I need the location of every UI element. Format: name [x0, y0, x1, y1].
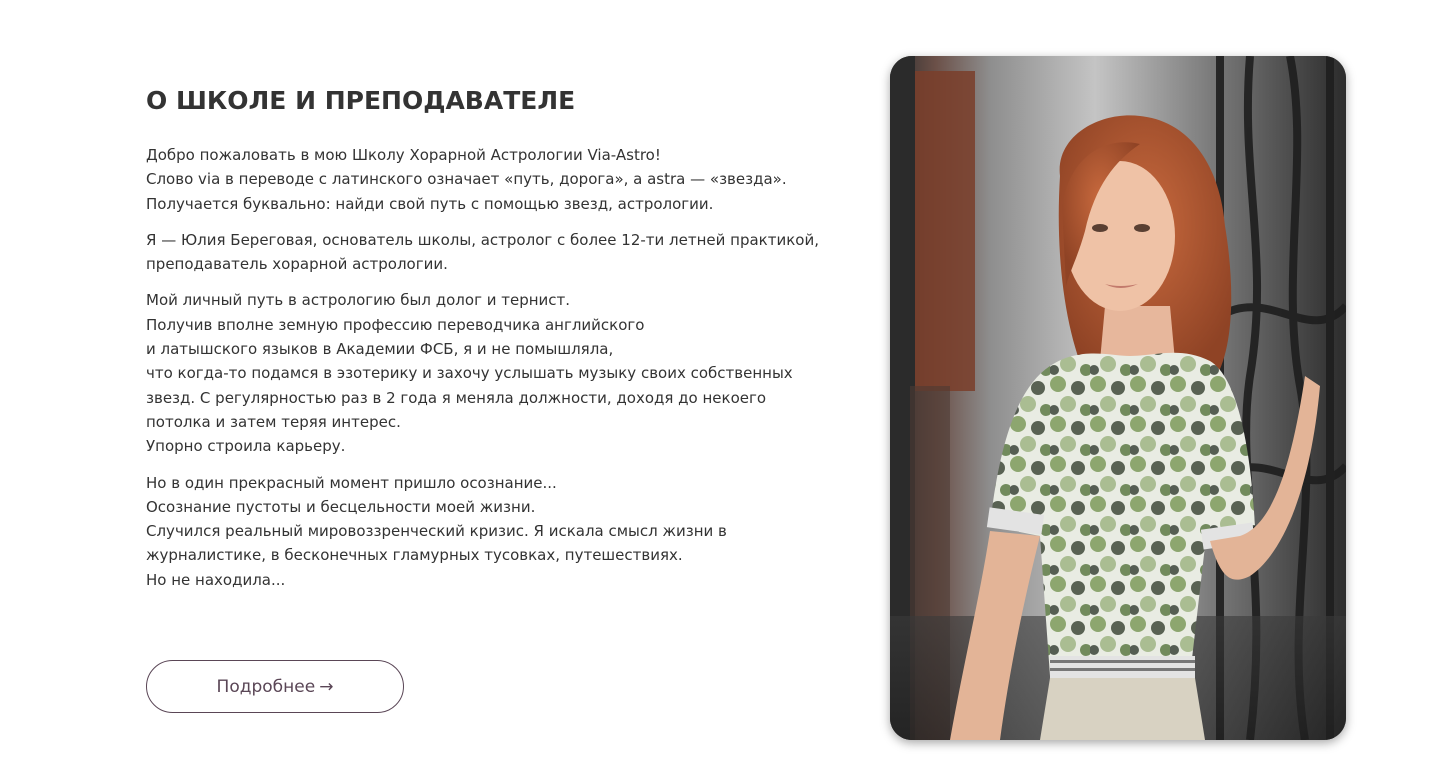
paragraph-line: Мой личный путь в астрологию был долог и тернист. — [146, 291, 571, 310]
about-text-column — [146, 84, 836, 604]
paragraph-line: и латышского языков в Академии ФСБ, я и не помышляла, — [146, 340, 614, 359]
paragraph-line: потолка и затем теряя интерес. — [146, 412, 401, 431]
paragraph-line: что когда-то подамся в эзотерику и захочу услышать музыку своих собственных — [146, 364, 793, 383]
paragraph-line: Добро пожаловать в мою Школу Хорарной Астрологии Via-Astro! — [146, 146, 661, 164]
paragraph-line: Получается буквально: найди свой путь с помощью звезд, астрологии. — [146, 194, 714, 213]
teacher-photo-illustration — [890, 56, 1346, 740]
paragraph-line: Но в один прекрасный момент пришло осознание... — [146, 473, 557, 492]
more-button-label: Подробнее — [216, 676, 316, 697]
paragraph-line: звезд. С регулярностью раз в 2 года я меняла должности, доходя до некоего — [146, 388, 767, 407]
paragraph-line: журналистике, в бесконечных гламурных тусовках, путешествиях. — [146, 546, 683, 565]
paragraph-line: Но не находила... — [146, 570, 286, 589]
paragraph-line: Слово via в переводе с латинского означает «путь, дорога», а astra — «звезда». — [146, 170, 787, 189]
about-paragraphs — [146, 143, 836, 592]
paragraph-line: преподаватель хорарной астрологии. — [146, 255, 448, 274]
teacher-photo — [890, 56, 1346, 740]
section-title: О ШКОЛЕ И ПРЕПОДАВАТЕЛЕ — [146, 86, 576, 115]
paragraph-line: Я — Юлия Береговая, основатель школы, астролог с более 12-ти летней практикой, — [146, 230, 819, 249]
paragraph-intro — [146, 228, 836, 277]
paragraph-path — [146, 288, 836, 458]
paragraph-line: Получив вполне земную профессию переводчика английского — [146, 315, 645, 334]
paragraph-line: Упорно строила карьеру. — [146, 437, 346, 456]
more-button[interactable] — [146, 660, 404, 713]
paragraph-line: Случился реальный мировоззренческий кризис. Я искала смысл жизни в — [146, 522, 727, 541]
arrow-right-icon: → — [319, 676, 334, 697]
paragraph-realization — [146, 471, 836, 592]
paragraph-welcome — [146, 143, 836, 216]
paragraph-line: Осознание пустоты и бесцельности моей жизни. — [146, 497, 536, 516]
